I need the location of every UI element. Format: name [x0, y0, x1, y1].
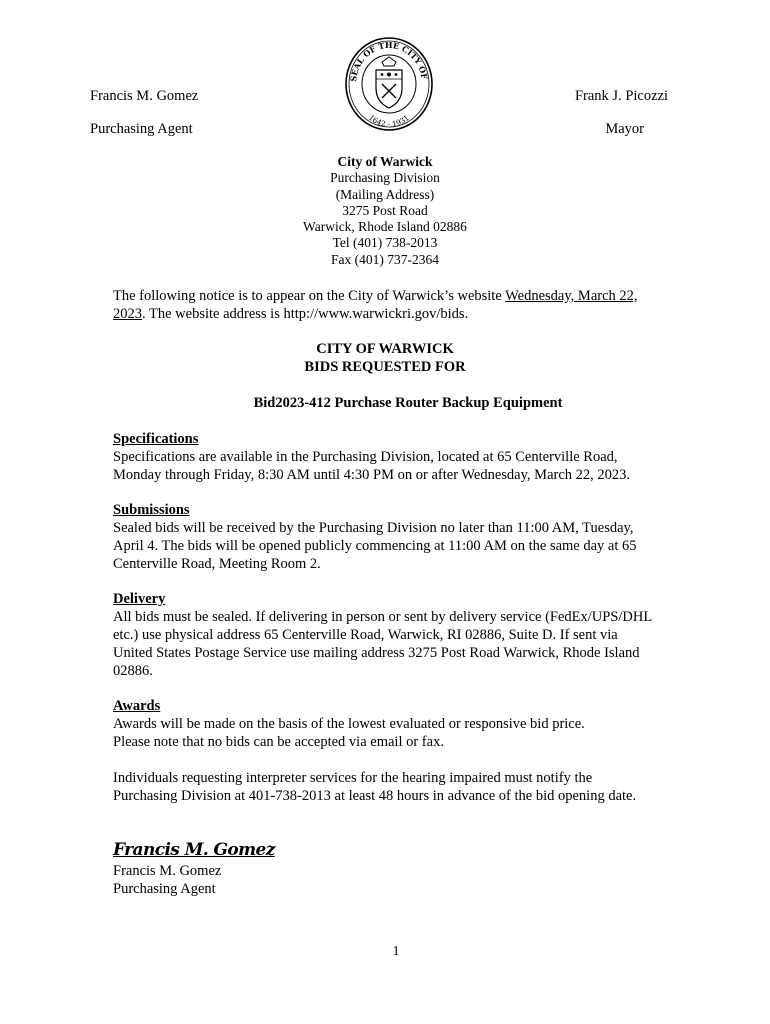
submissions-line: April 4. The bids will be opened publicly commencing at 11:00 AM on the same day at 65 [113, 538, 637, 554]
delivery-heading: Delivery [113, 591, 166, 607]
submissions-line: Centerville Road, Meeting Room 2. [113, 556, 321, 572]
delivery-line: United States Postage Service use mailing address 3275 Post Road Warwick, Rhode Island [113, 645, 640, 661]
signature-block [113, 862, 683, 898]
specifications-line: Specifications are available in the Purchasing Division, located at 65 Centerville Road, [113, 449, 618, 465]
interpreter-section [113, 769, 683, 805]
page-number: 1 [392, 944, 400, 959]
delivery-section [113, 590, 688, 680]
svg-text:SEAL OF THE CITY OF WARWICK: SEAL OF THE CITY OF [348, 39, 430, 83]
submissions-section [113, 501, 683, 573]
awards-line: Please note that no bids can be accepted via email or fax. [113, 734, 444, 750]
signature-title: Purchasing Agent [113, 881, 216, 897]
fax: Fax (401) 737-2364 [331, 251, 439, 267]
title-bids-requested: BIDS REQUESTED FOR [304, 359, 466, 375]
mayor-title: Mayor [605, 121, 644, 137]
telephone: Tel (401) 738-2013 [332, 235, 438, 251]
bid-title: Bid2023-412 Purchase Router Backup Equipment [253, 395, 563, 411]
city-seal-icon [344, 36, 434, 132]
city-state-zip: Warwick, Rhode Island 02886 [303, 219, 467, 235]
notice-suffix: . The website address is http://www.warwickri.gov/bids. [142, 306, 469, 322]
signature-script: Francis M. Gomez [113, 840, 275, 860]
bids-title [0, 340, 770, 376]
notice-date-part2: 2023 [113, 306, 142, 322]
street-address: 3275 Post Road [342, 202, 428, 218]
purchasing-agent-title: Purchasing Agent [90, 121, 193, 137]
mayor-name: Frank J. Picozzi [574, 88, 668, 104]
specifications-section [113, 430, 683, 484]
interpreter-line: Individuals requesting interpreter services for the hearing impaired must notify the [113, 770, 593, 786]
awards-section [113, 697, 683, 751]
mailing-label: (Mailing Address) [335, 186, 435, 202]
mayor-left-name: Francis M. Gomez [90, 88, 199, 104]
submissions-line: Sealed bids will be received by the Purchasing Division no later than 11:00 AM, Tuesday, [113, 520, 634, 536]
awards-line: Awards will be made on the basis of the lowest evaluated or responsive bid price. [113, 716, 585, 732]
submissions-heading: Submissions [113, 502, 190, 518]
svg-text:1642 - 1931: 1642 - 1931 [366, 112, 411, 129]
title-city: CITY OF WARWICK [316, 341, 454, 357]
delivery-line: 02886. [113, 663, 153, 679]
interpreter-line: Purchasing Division at 401-738-2013 at least 48 hours in advance of the bid opening date. [113, 788, 637, 804]
signature-name: Francis M. Gomez [113, 863, 222, 879]
address-block [0, 154, 770, 268]
notice-prefix: The following notice is to appear on the City of Warwick’s website [113, 288, 506, 304]
division-name: Purchasing Division [330, 170, 440, 186]
delivery-line: All bids must be sealed. If delivering in person or sent by delivery service (FedEx/UPS/DHL [113, 609, 653, 625]
notice-paragraph [113, 287, 673, 323]
city-name: City of Warwick [337, 154, 433, 169]
awards-heading: Awards [113, 698, 161, 714]
notice-date-part1: Wednesday, March 22, [505, 288, 638, 304]
specifications-line: Monday through Friday, 8:30 AM until 4:30 PM on or after Wednesday, March 22, 2023. [113, 467, 631, 483]
delivery-line: etc.) use physical address 65 Centerville Road, Warwick, RI 02886, Suite D. If sent via [113, 627, 618, 643]
specifications-heading: Specifications [113, 431, 199, 447]
